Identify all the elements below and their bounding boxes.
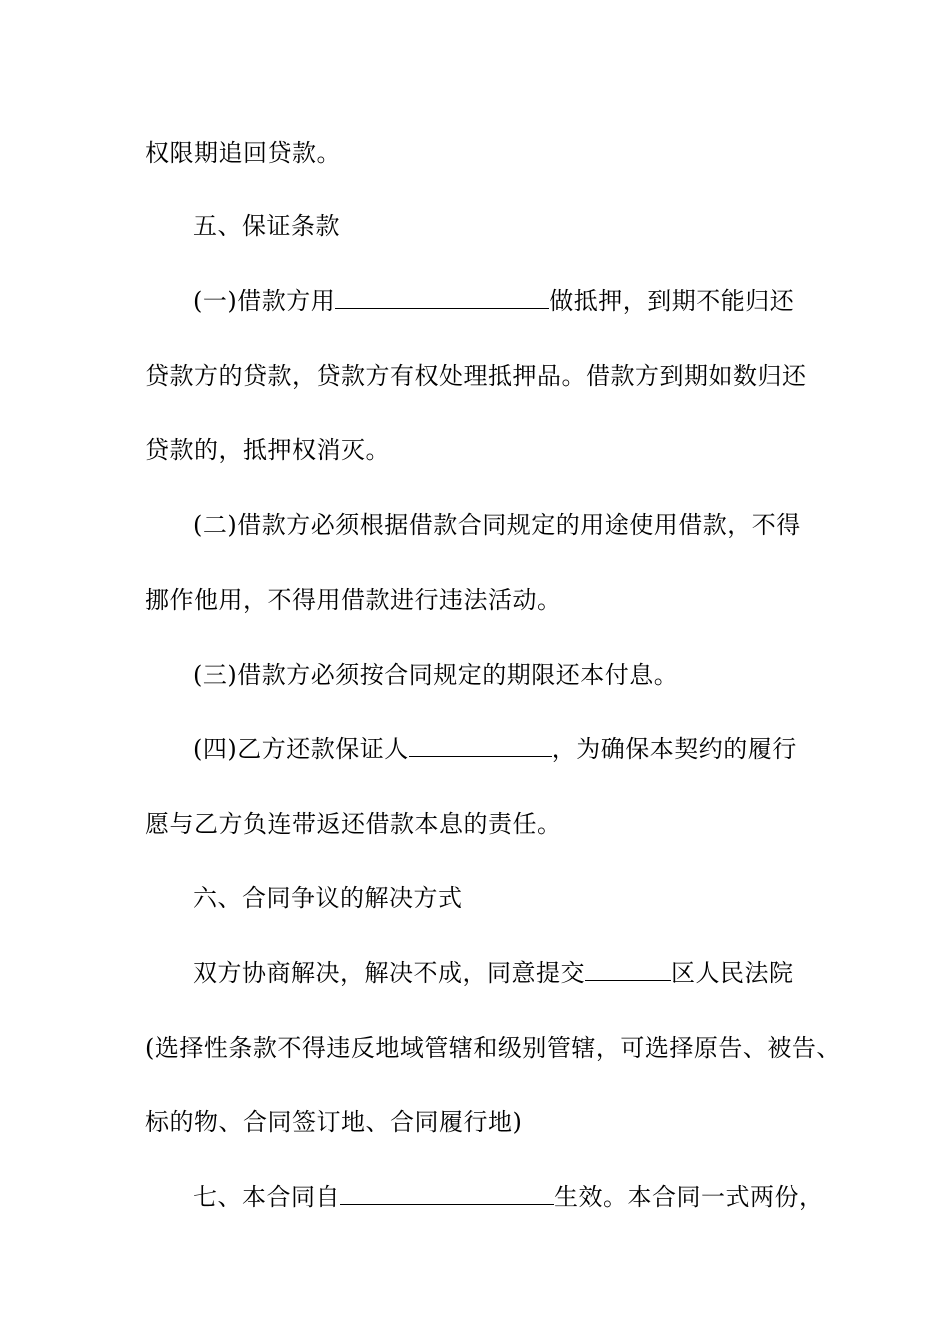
text-run: (四)乙方还款保证人 xyxy=(193,735,409,763)
text-run: 贷款的，抵押权消灭。 xyxy=(145,436,390,464)
paragraph-line xyxy=(193,660,678,690)
paragraph-line xyxy=(193,734,797,764)
text-run: 生效。本合同一式两份， xyxy=(554,1183,824,1211)
text-run: (三)借款方必须按合同规定的期限还本付息。 xyxy=(193,661,679,689)
section-heading-guarantee xyxy=(193,211,340,241)
paragraph-line xyxy=(193,958,794,988)
text-run: (选择性条款不得违反地域管辖和级别管辖，可选择原告、被告、 xyxy=(145,1034,841,1062)
paragraph-line xyxy=(145,1107,522,1137)
paragraph-line xyxy=(145,585,562,615)
paragraph-line xyxy=(193,1182,824,1212)
fill-in-blank-collateral[interactable] xyxy=(335,286,549,309)
text-run: 做抵押，到期不能归还 xyxy=(549,287,795,315)
fill-in-blank-court[interactable] xyxy=(585,958,671,981)
paragraph-line xyxy=(145,138,341,168)
fill-in-blank-guarantor[interactable] xyxy=(409,734,552,757)
text-run: 双方协商解决，解决不成，同意提交 xyxy=(193,959,585,987)
paragraph-line xyxy=(193,510,801,540)
text-run: 六、合同争议的解决方式 xyxy=(193,884,463,912)
paragraph-line xyxy=(145,361,807,391)
section-heading-dispute xyxy=(193,883,463,913)
fill-in-blank-effective-date[interactable] xyxy=(340,1182,554,1205)
text-run: 区人民法院 xyxy=(671,959,794,987)
text-run: 愿与乙方负连带返还借款本息的责任。 xyxy=(145,810,562,838)
paragraph-line xyxy=(145,435,390,465)
text-run: 挪作他用，不得用借款进行违法活动。 xyxy=(145,586,562,614)
text-run: 标的物、合同签订地、合同履行地) xyxy=(145,1108,523,1136)
text-run: 七、本合同自 xyxy=(193,1183,340,1211)
text-run: (一)借款方用 xyxy=(193,287,336,315)
text-run: (二)借款方必须根据借款合同规定的用途使用借款，不得 xyxy=(193,511,801,539)
text-run: ，为确保本契约的履行 xyxy=(551,735,797,763)
text-run: 五、保证条款 xyxy=(193,212,340,240)
paragraph-line xyxy=(193,286,794,316)
paragraph-line xyxy=(145,809,562,839)
paragraph-line xyxy=(145,1033,841,1063)
text-run: 权限期追回贷款。 xyxy=(145,139,341,167)
text-run: 贷款方的贷款，贷款方有权处理抵押品。借款方到期如数归还 xyxy=(145,362,807,390)
